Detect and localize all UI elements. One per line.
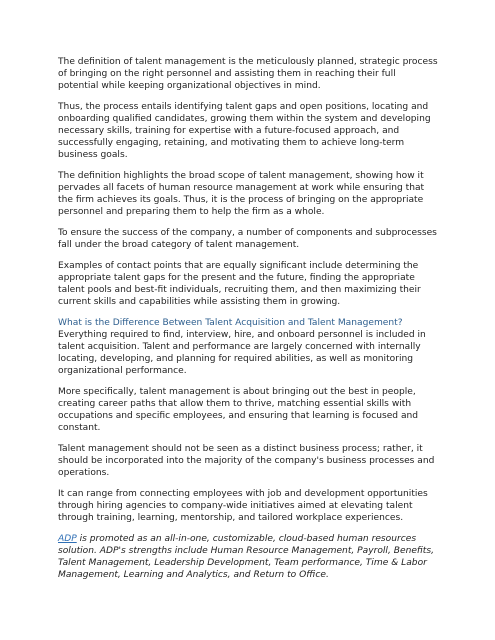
adp-description: is promoted as an all-in-one, customizable, cloud-based human resources solution. ADP's strengths include Human Resource Management, Payroll, Benefits, Talent Management, Leadership Development, Team performance, Time & Labor Management, Learning and Analytics, and Return to Office. [58,534,435,580]
paragraph-definition: The definition of talent management is the meticulously planned, strategic process of bringing on the right personnel and assisting them in reaching their full potential while keeping organizational objectives in mind. [58,57,438,91]
paragraph-specifically: More specifically, talent management is about bringing out the best in people, creating career paths that allow them to thrive, matching essential skills with occupations and specific employees, and ensuring that learning is focused and constant. [58,387,419,433]
paragraph-components: To ensure the success of the company, a number of components and subprocesses fall under the broad category of talent management. [58,228,437,250]
paragraph-scope: The definition highlights the broad scope of talent management, showing how it pervades all facets of human resource management at work while ensuring that the firm achieves its goals. Thus, it is the process of bringing on the appropriate personnel and preparing them to help the firm as a whole. [58,171,425,217]
paragraph-incorporated: Talent management should not be seen as a distinct business process; rather, it should be incorporated into the majority of the company's business processes and operations. [58,444,435,478]
paragraph-range: It can range from connecting employees with job and development opportunities through hiring agencies to company-wide initiatives aimed at elevating talent through training, learning, mentorship, and tailored workplace experiences. [58,489,428,523]
section-subheading-body: Everything required to find, interview, hire, and onboard personnel is included in talent acquisition. Talent and performance are largely concerned with internally locating, developing, and planning for required abilities, as well as monitoring organizational performance. [58,330,426,376]
section-subheading: What is the Difference Between Talent Acquisition and Talent Management? [58,318,403,328]
paragraph-process: Thus, the process entails identifying talent gaps and open positions, locating and onboarding qualified candidates, growing them within the system and developing necessary skills, training for expertise with a future-focused approach, and successfully engaging, retaining, and motivating them to achieve long-term business goals. [58,102,431,160]
paragraph-examples: Examples of contact points that are equally significant include determining the appropriate talent gaps for the present and the future, finding the appropriate talent pools and best-fit individuals, recruiting them, and then maximizing their current skills and capabilities while assisting them in growing. [58,261,421,307]
adp-link[interactable]: ADP [58,534,77,544]
document-body [58,56,438,590]
section-difference [58,317,438,377]
paragraph-adp [58,533,438,581]
